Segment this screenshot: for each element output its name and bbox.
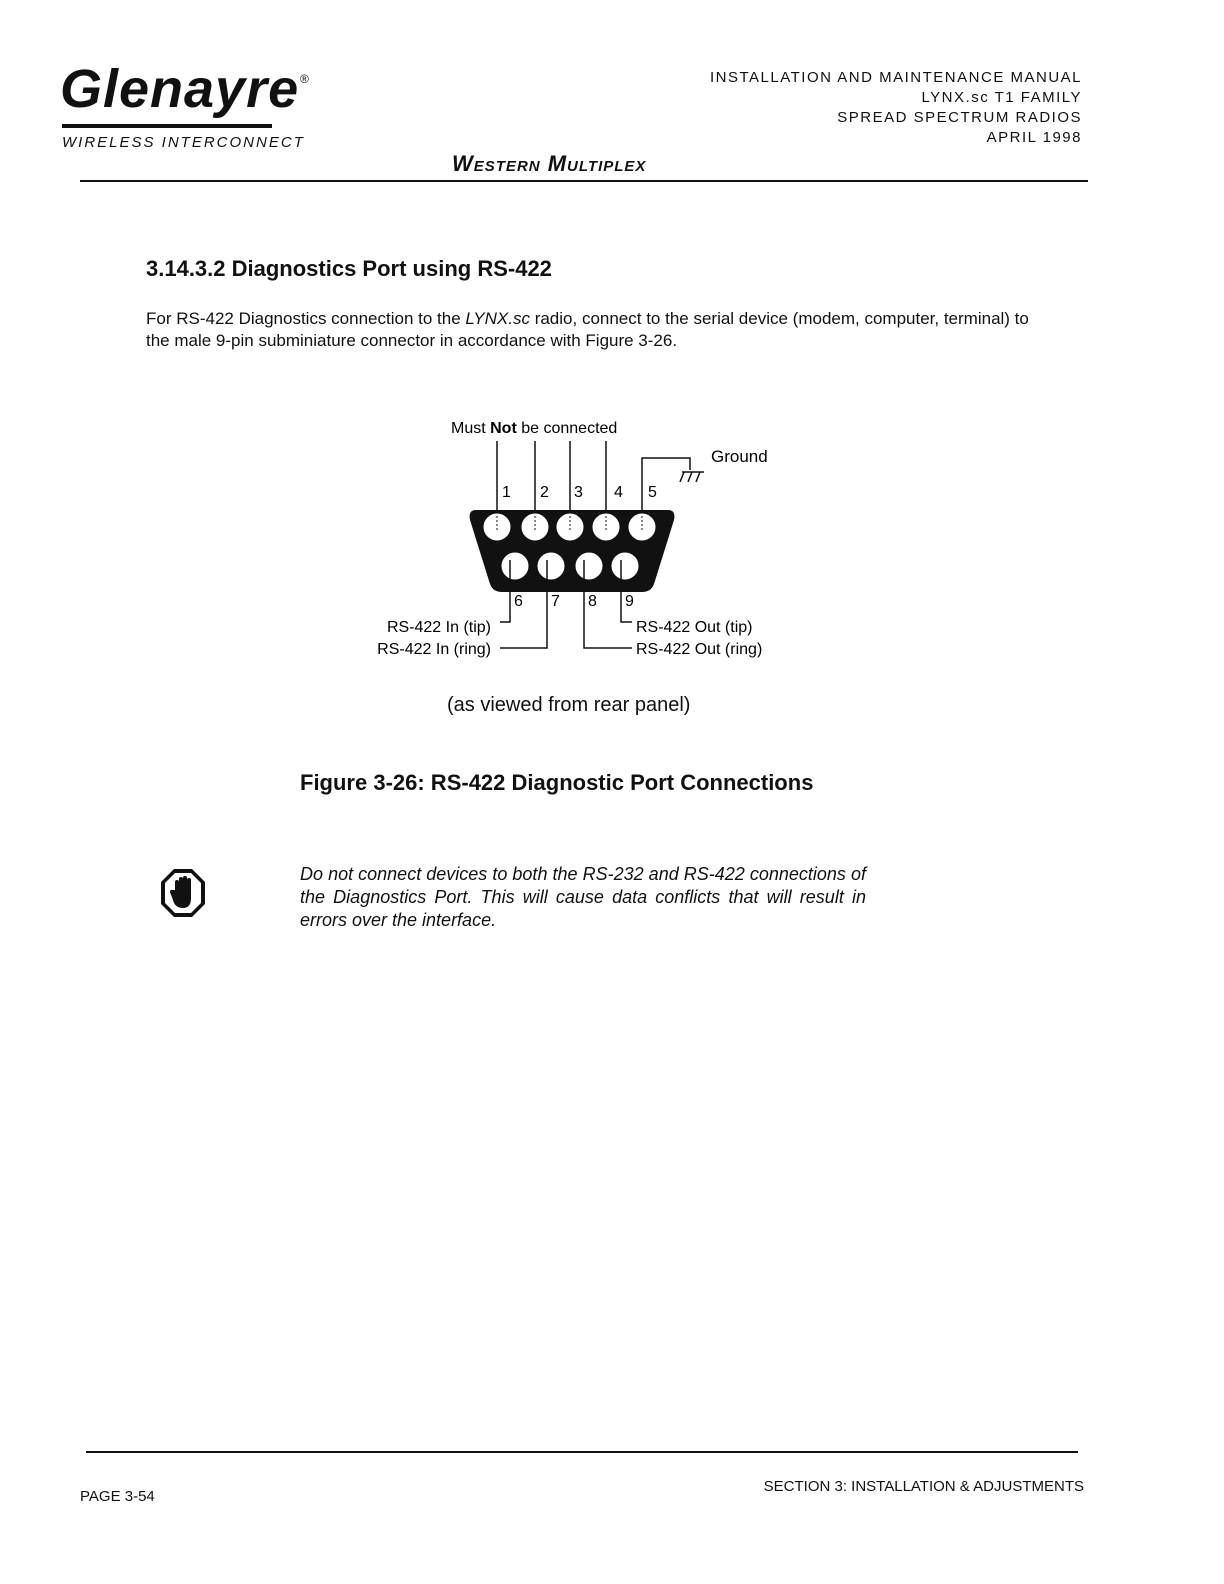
pin-number-6: 6 (514, 593, 523, 610)
page-number: PAGE 3-54 (80, 1488, 155, 1505)
pin-number-5: 5 (648, 484, 657, 501)
section-footer: SECTION 3: INSTALLATION & ADJUSTMENTS (763, 1478, 1084, 1495)
stop-hand-icon (160, 868, 206, 918)
pin-9 (611, 552, 639, 580)
section-title: 3.14.3.2 Diagnostics Port using RS-422 (146, 256, 552, 281)
ground-label: Ground (711, 447, 768, 466)
pin-number-7: 7 (551, 593, 560, 610)
product-line: LYNX.sc T1 FAMILY (921, 89, 1082, 106)
pin-number-8: 8 (588, 593, 597, 610)
product-type-line: SPREAD SPECTRUM RADIOS (837, 109, 1082, 126)
manual-title-line: INSTALLATION AND MAINTENANCE MANUAL (710, 69, 1082, 86)
view-note: (as viewed from rear panel) (447, 694, 691, 716)
pin-number-2: 2 (540, 484, 549, 501)
pin-7 (537, 552, 565, 580)
logo-subtitle: WIRELESS INTERCONNECT (62, 134, 305, 151)
must-not-connect-label: Must Not be connected (451, 420, 618, 437)
pin-8 (575, 552, 603, 580)
pin-number-4: 4 (614, 484, 623, 501)
pin-number-3: 3 (574, 484, 583, 501)
registered-mark: ® (300, 72, 309, 86)
rs422-in-ring-label: RS-422 In (ring) (377, 641, 491, 658)
rs422-in-tip-label: RS-422 In (tip) (386, 619, 491, 636)
warning-text: Do not connect devices to both the RS-232 and RS-422 connections of the Diagnostics Port. This will cause data conflicts that will result in errors over the interface. (300, 864, 866, 930)
pin-number-1: 1 (502, 484, 511, 501)
product-name: LYNX.sc (465, 309, 530, 328)
footer-rule (86, 1451, 1078, 1453)
pin-6 (501, 552, 529, 580)
figure-caption: Figure 3-26: RS-422 Diagnostic Port Connections (300, 770, 814, 795)
body-text-start: For RS-422 Diagnostics connection to the (146, 309, 466, 328)
date-line: APRIL 1998 (986, 129, 1082, 146)
rs422-out-ring-label: RS-422 Out (ring) (636, 641, 763, 658)
body-text-end: radio, connect to the serial device (modem, computer, terminal) to the male 9-pin subminiature connector in accordance with Figure 3-26. (146, 309, 1029, 350)
pin-number-9: 9 (625, 593, 634, 610)
glenayre-logo: Glenayre (60, 59, 300, 119)
western-multiplex-brand: Western Multiplex (452, 151, 647, 176)
rs422-out-tip-label: RS-422 Out (tip) (636, 619, 753, 636)
